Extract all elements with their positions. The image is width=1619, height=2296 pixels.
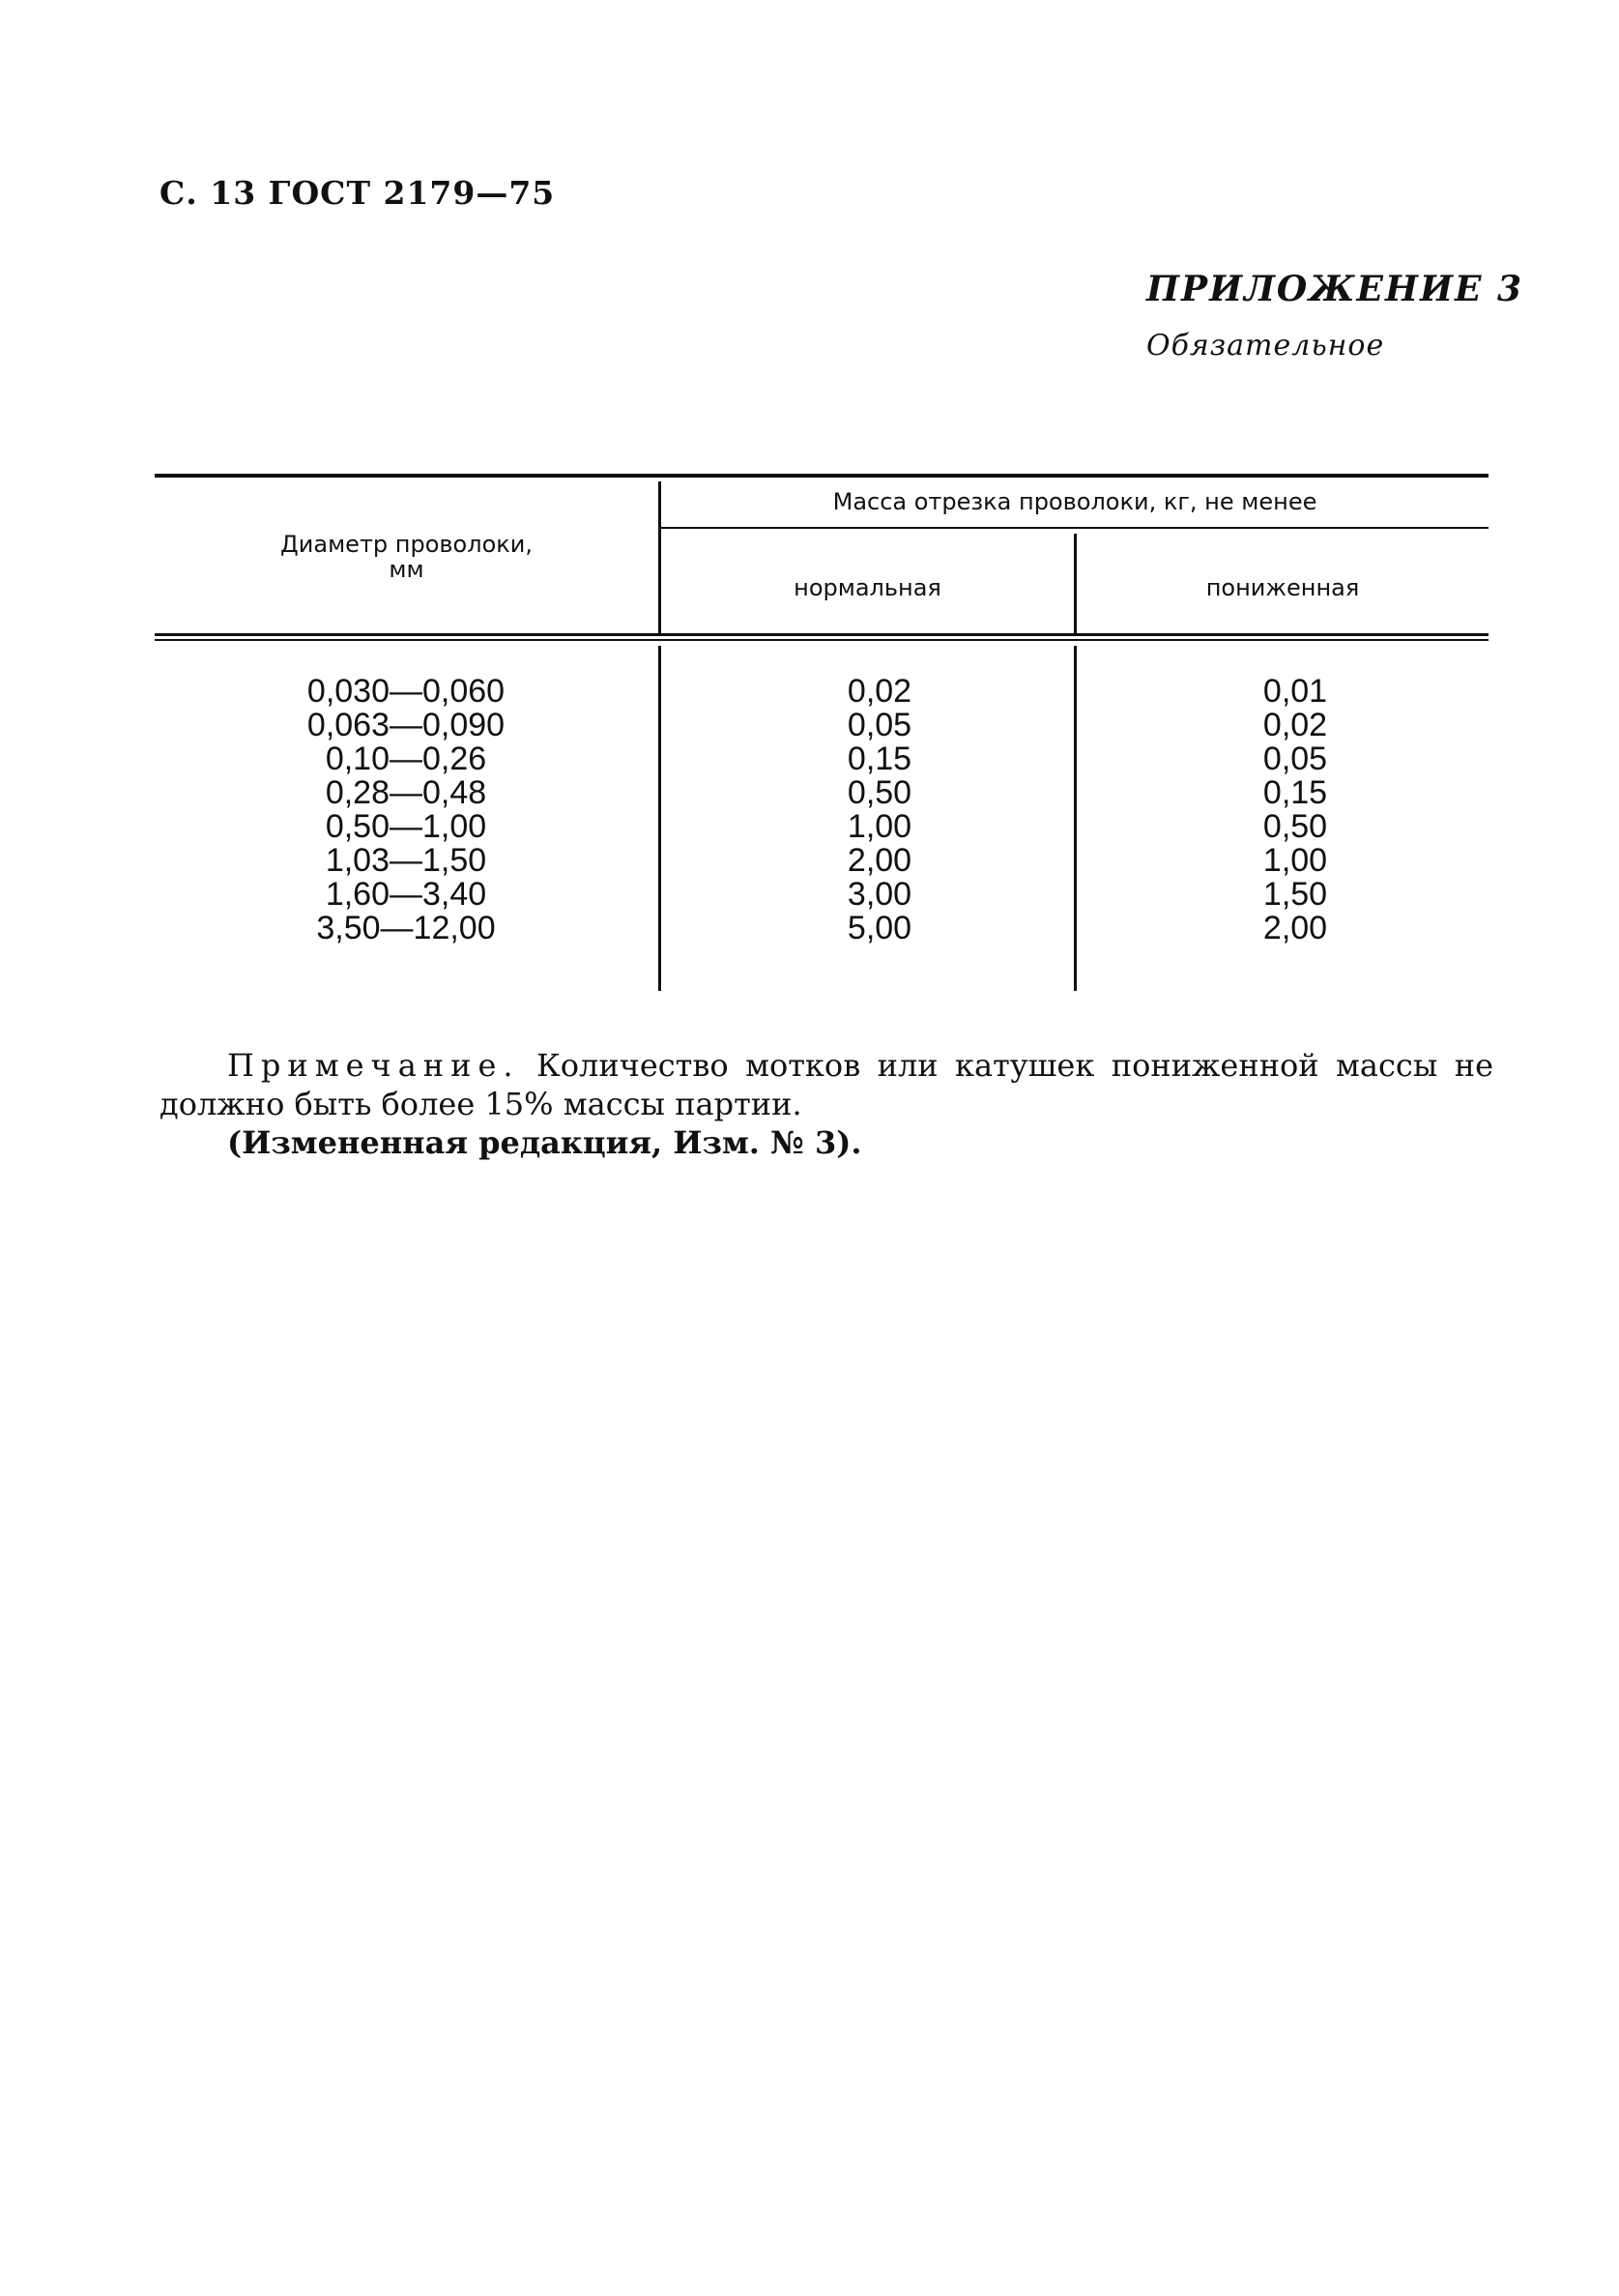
table-cell-reduced: 2,00 [1262, 910, 1328, 946]
col-divider-1-body [658, 646, 661, 991]
table-cell-normal: 0,50 [847, 774, 912, 811]
group-header: Масса отрезка проволоки, кг, не менее [832, 488, 1317, 515]
col-diameter-values [193, 675, 619, 945]
table-cell-diameter: 0,063—0,090 [306, 707, 506, 743]
table-cell-reduced: 0,50 [1262, 808, 1328, 845]
table-cell-normal: 0,05 [847, 707, 912, 743]
table-cell-normal: 0,15 [847, 741, 912, 777]
table-cell-normal: 5,00 [847, 910, 912, 946]
note-block [159, 1046, 1493, 1162]
header-bottom-rule-2 [155, 639, 1489, 641]
table-cell-reduced: 0,05 [1262, 741, 1328, 777]
col-normal-header: нормальная [794, 574, 941, 601]
table-cell-reduced: 1,50 [1262, 876, 1328, 913]
appendix-status: Обязательное [1146, 329, 1385, 363]
note-label: Примечание. [227, 1047, 520, 1084]
table-cell-normal: 2,00 [847, 842, 912, 879]
table-cell-normal: 3,00 [847, 876, 912, 913]
group-header-rule [660, 527, 1489, 529]
table-cell-diameter: 0,10—0,26 [325, 741, 487, 777]
col-divider-2-body [1074, 646, 1077, 991]
table-cell-reduced: 0,15 [1262, 774, 1328, 811]
page-header: С. 13 ГОСТ 2179—75 [159, 174, 556, 212]
note-paragraph [159, 1046, 1493, 1123]
col-diameter-header-line1: Диаметр проволоки, [280, 531, 533, 558]
note-text: Количество мотков или катушек пониженной массы не должно быть более 15% массы партии. [159, 1047, 1494, 1122]
table-cell-diameter: 0,50—1,00 [325, 808, 487, 845]
table-cell-diameter: 0,28—0,48 [325, 774, 487, 811]
table-cell-reduced: 0,02 [1262, 707, 1328, 743]
table-cell-diameter: 0,030—0,060 [306, 673, 506, 710]
col-normal-values [773, 675, 986, 945]
col-reduced-values [1189, 675, 1402, 945]
table-cell-diameter: 1,60—3,40 [325, 876, 487, 913]
table-cell-diameter: 1,03—1,50 [325, 842, 487, 879]
table-cell-normal: 0,02 [847, 673, 912, 710]
table-top-rule [155, 474, 1489, 478]
table-cell-reduced: 0,01 [1262, 673, 1328, 710]
mass-table [155, 474, 1489, 1005]
table-cell-normal: 1,00 [847, 808, 912, 845]
header-bottom-rule-1 [155, 633, 1489, 636]
table-cell-diameter: 3,50—12,00 [316, 910, 496, 946]
col-diameter-header-line2: мм [389, 556, 424, 583]
appendix-title: ПРИЛОЖЕНИЕ 3 [1146, 269, 1524, 309]
col-reduced-header: пониженная [1205, 574, 1360, 601]
col-diameter-header [155, 532, 658, 582]
table-cell-reduced: 1,00 [1262, 842, 1328, 879]
edition-note: (Измененная редакция, Изм. № 3). [227, 1124, 862, 1161]
